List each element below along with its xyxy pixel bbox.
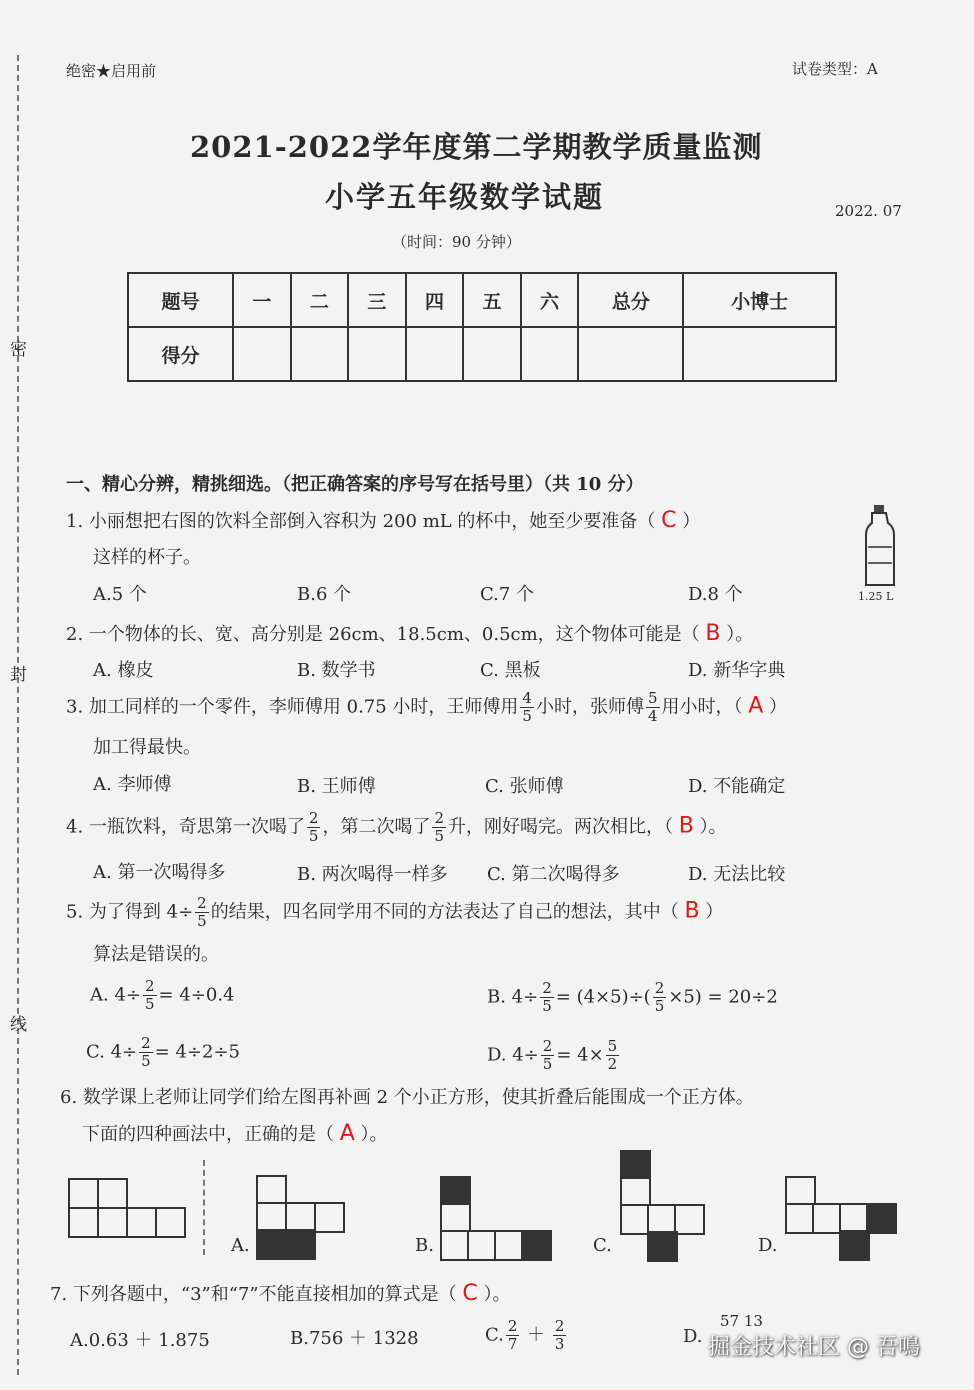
- net-square: [68, 1178, 99, 1209]
- score-table-col: 二: [291, 273, 349, 327]
- score-cell[interactable]: [521, 327, 579, 381]
- score-cell[interactable]: [463, 327, 521, 381]
- q3-option-c: C. 张师傅: [485, 776, 564, 797]
- q3-stem-text: 3. 加工同样的一个零件，李师傅用 0.75 小时，王师傅用: [66, 696, 519, 718]
- q4-stem-mid2: 升，刚好喝完。两次相比，（: [448, 816, 673, 838]
- q5-stem: [66, 895, 723, 930]
- score-table: [127, 272, 837, 382]
- q2-answer: B: [705, 621, 721, 646]
- q3-option-d: D. 不能确定: [688, 776, 786, 797]
- q6-stem-line2: 下面的四种画法中，正确的是（ A ）。: [82, 1121, 388, 1146]
- q6-option-a-label: A.: [231, 1235, 250, 1256]
- paper-type: 试卷类型：A: [792, 60, 878, 78]
- q7-option-a: A.0.63 ＋ 1.875: [70, 1330, 210, 1351]
- q1-option-b: B.6 个: [297, 584, 352, 605]
- q1-stem-line2: 这样的杯子。: [93, 547, 201, 568]
- q1-stem: [66, 507, 700, 533]
- q1-answer: C: [661, 508, 677, 533]
- exam-title-line2: 小学五年级数学试题: [325, 180, 605, 214]
- q4-stem: [66, 810, 727, 845]
- time-note: （时间：90 分钟）: [392, 233, 521, 251]
- q2-option-d: D. 新华字典: [688, 660, 786, 681]
- binding-dashed-line: [17, 55, 19, 1375]
- q1-stem-close: ）: [682, 511, 701, 532]
- q3-stem-mid2: 用小时，（: [661, 696, 743, 718]
- q4-fraction-2: $\frac{2}{5}$: [434, 809, 444, 845]
- net-square-added: [285, 1229, 316, 1260]
- margin-char-feng: 封: [10, 665, 27, 685]
- score-cell[interactable]: [578, 327, 683, 381]
- q2-stem: [66, 620, 753, 646]
- q4-stem-text: 4. 一瓶饮料，奇思第一次喝了: [66, 816, 305, 838]
- q1-option-a: A.5 个: [93, 584, 147, 605]
- q7-option-c: C. $\frac{2}{7}$ ＋ $\frac{2}{3}$: [485, 1317, 565, 1353]
- q1-option-d: D.8 个: [688, 584, 743, 605]
- bottle-label: 1.25 L: [858, 590, 894, 603]
- q2-option-a: A. 橡皮: [93, 660, 154, 681]
- q2-stem-close: ）。: [726, 624, 754, 645]
- q5-option-a: A. 4÷ $\frac{2}{5}$ = 4÷0.4: [90, 977, 235, 1013]
- q6-option-c-label: C.: [593, 1235, 612, 1256]
- score-cell[interactable]: [233, 327, 291, 381]
- q3-option-a: A. 李师傅: [93, 774, 172, 795]
- score-table-row-number: [128, 273, 836, 327]
- score-table-row-score: [128, 327, 836, 381]
- q3-fraction-1: $\frac{4}{5}$: [522, 689, 532, 725]
- q5-stem-line2: 算法是错误的。: [93, 944, 219, 965]
- q3-stem: [66, 690, 787, 725]
- q6-option-b-label: B.: [415, 1235, 434, 1256]
- q5-option-d-fraction-1: $\frac{2}{5}$: [542, 1037, 553, 1073]
- figure-divider: [203, 1160, 205, 1255]
- score-table-col: 三: [348, 273, 406, 327]
- net-square-added: [256, 1229, 287, 1260]
- q4-option-a: A. 第一次喝得多: [93, 862, 226, 883]
- q7-option-c-fraction-1: $\frac{2}{7}$: [507, 1317, 518, 1353]
- net-square: [126, 1207, 157, 1238]
- net-square: [155, 1207, 186, 1238]
- bottle-icon: [862, 505, 898, 590]
- q7-answer: C: [462, 1281, 478, 1306]
- q6-option-d-label: D.: [758, 1235, 778, 1256]
- q1-option-c: C.7 个: [480, 584, 535, 605]
- score-table-col: 四: [406, 273, 464, 327]
- q5-option-c-fraction: $\frac{2}{5}$: [141, 1034, 151, 1070]
- score-table-header: 得分: [128, 327, 233, 381]
- net-square: [314, 1202, 345, 1233]
- score-table-col: 一: [233, 273, 291, 327]
- net-square: [674, 1204, 705, 1235]
- q4-fraction-1: $\frac{2}{5}$: [308, 809, 319, 845]
- q5-option-b-fraction-2: $\frac{2}{5}$: [654, 979, 665, 1015]
- q1-stem-text: 1. 小丽想把右图的饮料全部倒入容积为 200 mL 的杯中，她至少要准备（: [66, 511, 656, 532]
- net-square-added: [866, 1203, 897, 1234]
- section1-heading: 一、精心分辨，精挑细选。（把正确答案的序号写在括号里）（共 10 分）: [66, 474, 644, 495]
- q4-option-d: D. 无法比较: [688, 864, 786, 885]
- secret-label: 绝密★启用前: [66, 62, 157, 80]
- q7-option-d-label: D.: [683, 1326, 703, 1347]
- q2-stem-text: 2. 一个物体的长、宽、高分别是 26cm、18.5cm、0.5cm，这个物体可能是（: [66, 624, 700, 645]
- q4-option-b: B. 两次喝得一样多: [297, 864, 448, 885]
- watermark: 掘金技术社区 @ 吾鳴: [708, 1335, 920, 1360]
- q6-answer: A: [339, 1121, 355, 1146]
- q7-option-b: B.756 ＋ 1328: [290, 1328, 419, 1349]
- q5-answer: B: [684, 898, 700, 924]
- q4-answer: B: [678, 813, 694, 839]
- q7-option-d-partial: 57 13: [720, 1312, 763, 1330]
- q2-option-b: B. 数学书: [297, 660, 376, 681]
- score-cell[interactable]: [406, 327, 464, 381]
- net-square-added: [647, 1231, 678, 1262]
- q7-option-c-fraction-2: $\frac{2}{3}$: [554, 1317, 565, 1353]
- q5-option-d-fraction-2: $\frac{5}{2}$: [607, 1037, 618, 1073]
- q3-stem-mid: 小时，张师傅: [535, 696, 644, 718]
- net-square: [97, 1207, 128, 1238]
- score-cell[interactable]: [348, 327, 406, 381]
- margin-char-xian: 线: [10, 1015, 27, 1035]
- net-square-added: [521, 1230, 552, 1261]
- exam-title-line1: 2021-2022学年度第二学期教学质量监测: [190, 130, 763, 164]
- q4-stem-close: ）。: [699, 816, 727, 838]
- q3-answer: A: [748, 693, 764, 719]
- score-table-col: 六: [521, 273, 579, 327]
- score-table-col: 总分: [578, 273, 683, 327]
- net-square-added: [839, 1230, 870, 1261]
- score-table-header: 题号: [128, 273, 233, 327]
- q5-option-a-fraction: $\frac{2}{5}$: [144, 977, 155, 1013]
- q3-stem-line2: 加工得最快。: [93, 737, 201, 758]
- q5-option-b: B. 4÷ $\frac{2}{5}$ = (4×5)÷( $\frac{2}{5}$ ×5) = 20÷2: [487, 979, 778, 1015]
- q2-option-c: C. 黑板: [480, 660, 541, 681]
- q5-stem-text: 5. 为了得到 4÷: [66, 901, 194, 923]
- q5-option-b-fraction-1: $\frac{2}{5}$: [542, 979, 552, 1015]
- q6-stem: 6. 数学课上老师让同学们给左图再补画 2 个小正方形，使其折叠后能围成一个正方体。: [60, 1087, 754, 1108]
- q5-fraction: $\frac{2}{5}$: [197, 894, 207, 930]
- exam-date: 2022. 07: [835, 202, 902, 220]
- q3-option-b: B. 王师傅: [297, 776, 376, 797]
- q4-option-c: C. 第二次喝得多: [487, 864, 620, 885]
- score-table-col: 五: [463, 273, 521, 327]
- q4-stem-mid: ，第二次喝了: [322, 816, 431, 838]
- net-square: [68, 1207, 99, 1238]
- score-cell[interactable]: [291, 327, 349, 381]
- q5-option-c: C. 4÷ $\frac{2}{5}$ = 4÷2÷5: [86, 1034, 240, 1070]
- margin-char-mi: 密: [10, 340, 27, 360]
- q3-stem-close: ）: [769, 696, 788, 718]
- net-square: [97, 1178, 128, 1209]
- q5-option-d: D. 4÷ $\frac{2}{5}$ = 4× $\frac{5}{2}$: [487, 1037, 618, 1073]
- score-table-col: 小博士: [683, 273, 836, 327]
- q7-stem: 7. 下列各题中，“3”和“7”不能直接相加的算式是（ C ）。: [50, 1281, 511, 1306]
- q3-fraction-2: $\frac{5}{4}$: [647, 689, 658, 725]
- q5-stem-close: ）: [705, 901, 724, 923]
- q5-stem-mid: 的结果，四名同学用不同的方法表达了自己的想法，其中（: [210, 901, 679, 923]
- score-cell[interactable]: [683, 327, 836, 381]
